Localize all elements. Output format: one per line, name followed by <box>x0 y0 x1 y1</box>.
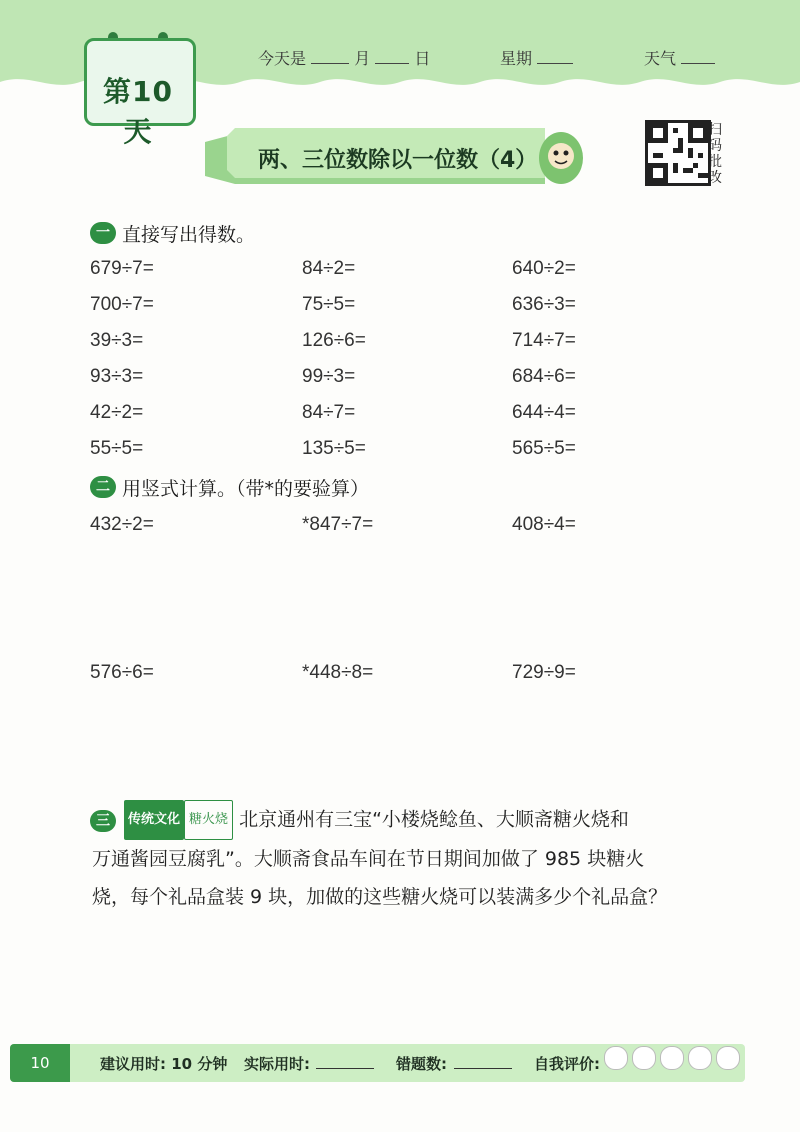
section3-number: 三 <box>90 810 116 832</box>
page-number: 10 <box>10 1044 70 1082</box>
word-problem-line3: 烧，每个礼品盒装 9 块，加做的这些糖火烧可以装满多少个礼品盒？ <box>92 886 668 908</box>
problem-1-1: 679÷7= <box>90 258 154 279</box>
qr-label-char: 码 <box>708 138 722 154</box>
problem-2-4: 99÷3= <box>302 366 356 387</box>
problem-1-5: 42÷2= <box>90 402 144 423</box>
problem-2-3: 126÷6= <box>302 330 366 351</box>
page-title: 两、三位数除以一位数（4） <box>258 148 538 173</box>
problem-3-5: 644÷4= <box>512 402 576 423</box>
weather-blank <box>681 63 715 64</box>
problem-1-6: 55÷5= <box>90 438 144 459</box>
day-badge-label: 第10天 <box>103 75 173 148</box>
day-blank <box>375 63 409 64</box>
problem-1-2: 700÷7= <box>90 294 154 315</box>
errors-label: 错题数: <box>396 1055 447 1073</box>
vertical-problem-3: 408÷4= <box>512 514 576 535</box>
section1-title: 直接写出得数。 <box>122 224 256 246</box>
weekday-field <box>500 46 573 69</box>
actual-time-blank <box>316 1068 374 1069</box>
today-is-label: 今天是 <box>258 49 307 68</box>
vertical-problem-6: 729÷9= <box>512 662 576 683</box>
problem-2-1: 84÷2= <box>302 258 356 279</box>
month-label: 月 <box>354 49 371 68</box>
day-label: 日 <box>414 49 431 68</box>
section2-title: 用竖式计算。（带*的要验算） <box>122 478 370 500</box>
self-eval-label: 自我评价: <box>534 1055 600 1073</box>
culture-tag: 传统文化 <box>124 800 184 840</box>
section3-line1 <box>124 800 744 840</box>
problem-1-4: 93÷3= <box>90 366 144 387</box>
qr-label <box>708 122 728 186</box>
problem-3-6: 565÷5= <box>512 438 576 459</box>
smiley-icon[interactable] <box>688 1046 712 1070</box>
qr-code-icon[interactable] <box>645 120 711 186</box>
smiley-icon[interactable] <box>604 1046 628 1070</box>
errors-blank <box>454 1068 512 1069</box>
suggested-time: 建议用时: 10 分钟 <box>100 1055 228 1073</box>
vertical-problem-1: 432÷2= <box>90 514 154 535</box>
problem-3-2: 636÷3= <box>512 294 576 315</box>
month-blank <box>311 63 349 64</box>
problem-3-1: 640÷2= <box>512 258 576 279</box>
weather-label: 天气 <box>644 49 677 68</box>
word-problem-line2: 万通酱园豆腐乳”。大顺斋食品车间在节日期间加做了 985 块糖火 <box>92 848 645 870</box>
qr-label-char: 改 <box>708 170 722 186</box>
problem-1-3: 39÷3= <box>90 330 144 351</box>
weekday-label: 星期 <box>500 49 533 68</box>
vertical-problem-5: *448÷8= <box>302 662 374 683</box>
section1-number: 一 <box>90 222 116 244</box>
vertical-problem-4: 576÷6= <box>90 662 154 683</box>
qr-label-char: 批 <box>708 154 722 170</box>
problem-2-5: 84÷7= <box>302 402 356 423</box>
weekday-blank <box>537 63 573 64</box>
actual-time-label: 实际用时: <box>244 1055 310 1073</box>
problem-2-6: 135÷5= <box>302 438 366 459</box>
section2-number: 二 <box>90 476 116 498</box>
problem-3-4: 684÷6= <box>512 366 576 387</box>
date-field <box>258 46 430 69</box>
problem-3-3: 714÷7= <box>512 330 576 351</box>
smiley-icon[interactable] <box>632 1046 656 1070</box>
qr-label-char: 扫 <box>708 122 722 138</box>
smiley-icon[interactable] <box>716 1046 740 1070</box>
weather-field <box>644 46 715 69</box>
smiley-icon[interactable] <box>660 1046 684 1070</box>
culture-subtag: 糖火烧 <box>184 800 233 840</box>
word-problem-line1: 北京通州有三宝“小楼烧鲶鱼、大顺斋糖火烧和 <box>239 808 629 831</box>
problem-2-2: 75÷5= <box>302 294 356 315</box>
vertical-problem-2: *847÷7= <box>302 514 374 535</box>
